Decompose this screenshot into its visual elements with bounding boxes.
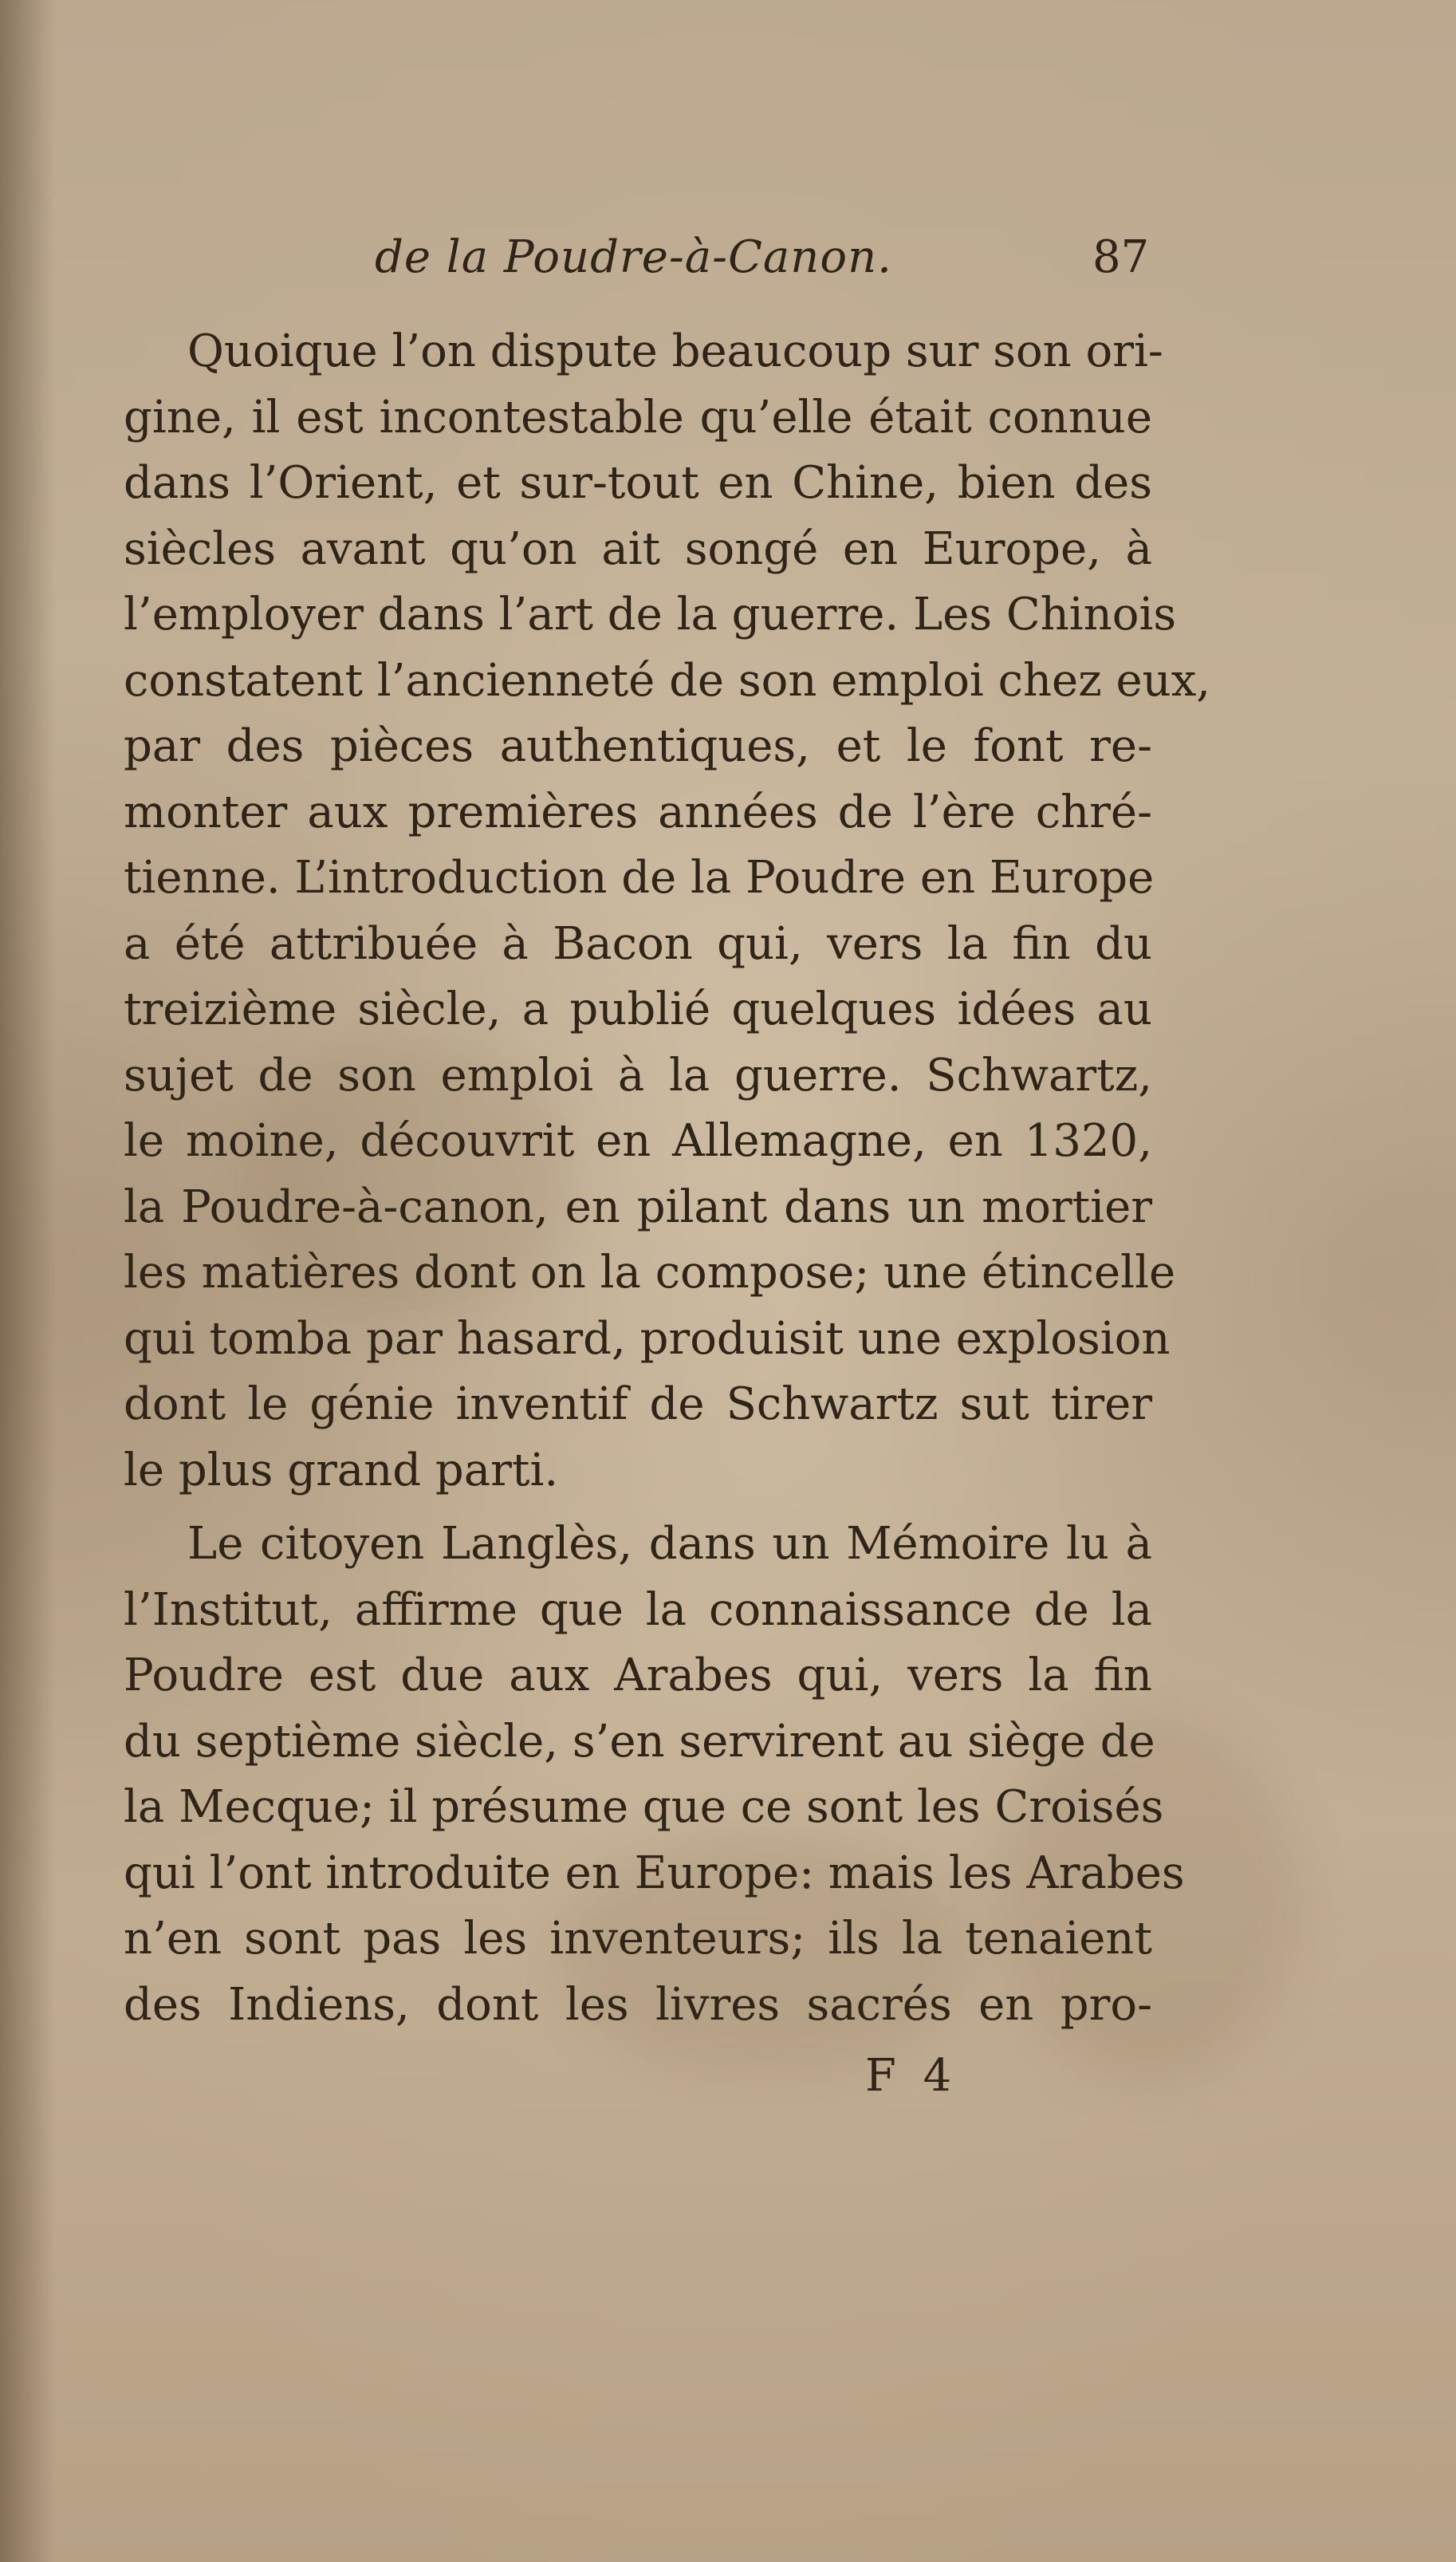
- text-line: l’employer dans l’art de la guerre. Les Chinois: [124, 589, 1177, 640]
- text-line: tienne. L’introduction de la Poudre en Europe: [124, 852, 1155, 904]
- text-line: la Mecque; il présume que ce sont les Croisés: [124, 1781, 1164, 1833]
- paragraph: [124, 1512, 1185, 2038]
- text-line: qui l’ont introduite en Europe: mais les Arabes: [124, 1847, 1185, 1899]
- signature-mark: F 4: [865, 2050, 958, 2102]
- paragraph-gap: [124, 1504, 1152, 1512]
- paragraph: [124, 319, 1211, 1504]
- text-line: sujet de son emploi à la guerre. Schwartz,: [124, 1049, 1152, 1102]
- page-number: 87: [1092, 231, 1150, 283]
- text-line: dont le génie inventif de Schwartz sut tirer: [124, 1378, 1152, 1430]
- text-line: treizième siècle, a publié quelques idées au: [124, 983, 1152, 1035]
- text-line: dans l’Orient, et sur-tout en Chine, bien des: [124, 457, 1152, 509]
- text-line: monter aux premières années de l’ère chré-: [124, 786, 1152, 838]
- text-line: siècles avant qu’on ait songé en Europe, à: [124, 522, 1152, 575]
- text-line: du septième siècle, s’en servirent au siège de: [124, 1715, 1155, 1768]
- page-edge-shadow: [0, 0, 56, 2562]
- text-line: le moine, découvrit en Allemagne, en 1320,: [124, 1115, 1152, 1167]
- text-line: n’en sont pas les inventeurs; ils la tenaient: [124, 1913, 1152, 1965]
- text-line: l’Institut, affirme que la connaissance de la: [124, 1583, 1152, 1636]
- text-line: la Poudre-à-canon, en pilant dans un mortier: [124, 1180, 1152, 1233]
- text-line: Quoique l’on dispute beaucoup sur son ori-: [187, 325, 1163, 377]
- text-line: Poudre est due aux Arabes qui, vers la fin: [124, 1650, 1152, 1701]
- text-line: gine, il est incontestable qu’elle était connue: [124, 391, 1152, 443]
- text-line: constatent l’ancienneté de son emploi chez eux,: [124, 654, 1211, 707]
- text-line: Le citoyen Langlès, dans un Mémoire lu à: [187, 1518, 1152, 1570]
- main-text: [124, 319, 1211, 2038]
- text-line: a été attribuée à Bacon qui, vers la fin du: [124, 917, 1152, 970]
- text-line: le plus grand parti.: [124, 1444, 559, 1496]
- running-title: de la Poudre-à-Canon.: [375, 231, 892, 283]
- running-head: [0, 223, 1456, 303]
- text-line: qui tomba par hasard, produisit une explosion: [124, 1312, 1171, 1365]
- text-line: des Indiens, dont les livres sacrés en pro-: [124, 1978, 1152, 2031]
- text-line: les matières dont on la compose; une étincelle: [124, 1247, 1176, 1299]
- text-line: par des pièces authentiques, et le font re-: [124, 720, 1152, 772]
